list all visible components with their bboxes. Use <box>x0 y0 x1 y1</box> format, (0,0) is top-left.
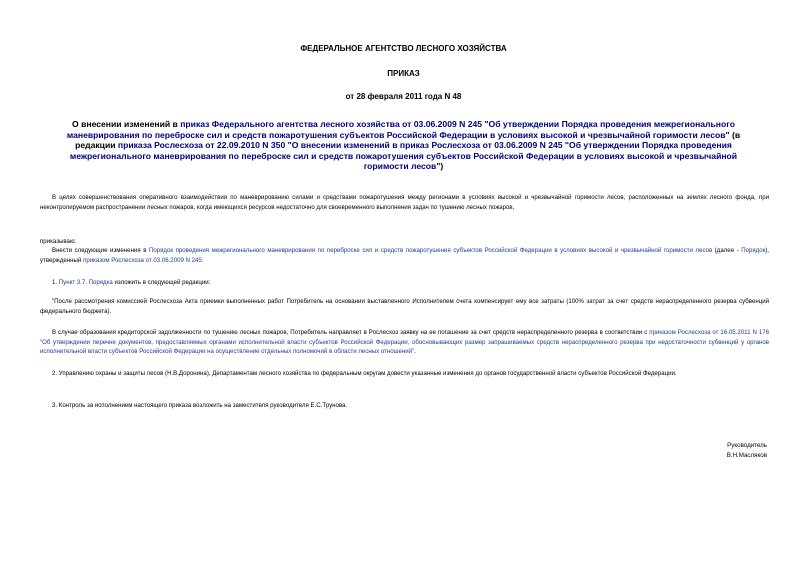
doc-date-number: от 28 февраля 2011 года N 48 <box>345 92 462 101</box>
doc-type: ПРИКАЗ <box>387 69 420 78</box>
quote2-suffix: . <box>414 348 416 356</box>
title-order-link[interactable]: приказ Федерального агентства лесного хозяйства от 03.06.2009 N 245 "Об утверждении Порядка проведения межрегионального маневрирования по переброске сил и средств пожаротушения субъектов Российской Федерации в условиях высокой и чрезвычайной горимости лесов" <box>66 119 735 140</box>
title-edition-link[interactable]: приказа Рослесхоза от 22.09.2010 N 350 "О внесении изменений в приказ Рослесхоза от 03.06.2009 N 245 "Об утверждении Порядка проведения межрегионального маневрирования по переброске сил и средств пожаротушения субъектов Российской Федерации в условиях высокой и чрезвычайной горимости лесов" <box>69 140 738 172</box>
quote2-prefix: В случае образования кредиторской задолженности по тушению лесных пожаров, Потребитель направляет в Рослесхоз заявку на ее погашение за счет средств нераспределенного резерва в соответствии с <box>52 329 650 336</box>
item1-suffix: изложить в следующей редакции: <box>112 279 211 286</box>
preamble-paragraph: В целях совершенствования оперативного взаимодействия по маневрированию силами и средствами пожаротушения между регионами в условиях высокой и чрезвычайной горимости лесов, расположенных на землях лесного фонда, при неконтролируемом распространении лесных пожаров, когда имеющихся ресурсов недостаточно для своевременного выполнения задач по тушению лесных пожаров, <box>40 194 769 211</box>
item-1-paragraph <box>40 278 769 288</box>
intro-suffix: : <box>201 256 204 264</box>
intro-order-link[interactable]: приказом Рослесхоза от 03.06.2009 N 245 <box>83 256 202 264</box>
item1-link[interactable]: Пункт 3.7. Порядка <box>58 279 113 286</box>
intro-mid2: ), утвержденный <box>40 247 769 264</box>
intro-paragraph <box>40 246 769 265</box>
order-word: приказываю: <box>40 238 77 245</box>
intro-middle: (далее - <box>712 247 742 254</box>
signature-name: В.Н.Масляков <box>726 452 767 459</box>
intro-prefix: Внести следующие изменения в <box>52 247 150 254</box>
title-edition-prefix: (в редакции <box>75 129 741 151</box>
doc-title <box>52 119 755 172</box>
item-2-paragraph: 2. Управлению охраны и защиты лесов (Н.В.Доронина), Департаментам лесного хозяйства по федеральным округам довести указанные изменения до органов государственной власти субъектов Российской Федерации. <box>52 370 677 377</box>
intro-procedure-link[interactable]: Порядок проведения межрегионального маневрирования по переброске сил и средств пожаротушения субъектов Российской Федерации в условиях высокой и чрезвычайной горимости лесов <box>149 247 713 254</box>
item-3-paragraph: 3. Контроль за исполнением настоящего приказа возложить на заместителя руководителя Е.С.Трунова. <box>52 402 348 409</box>
quote-paragraph-2 <box>40 328 769 357</box>
item1-prefix: 1. <box>52 279 59 286</box>
agency-name: ФЕДЕРАЛЬНОЕ АГЕНТСТВО ЛЕСНОГО ХОЗЯЙСТВА <box>300 44 507 53</box>
title-edition-suffix: ) <box>440 161 444 172</box>
quote2-link[interactable]: приказом Рослесхоза от 16.05.2011 N 176 "Об утверждении перечня документов, предоставляемых органами исполнительной власти субъектов Российской Федерации, обосновывающих размер запрашиваемых средств нераспределенного резерва при недостаточности субвенций у органов исполнительной власти субъектов Российской Федерации на осуществление отдельных полномочий в области лесных отношений" <box>40 329 769 356</box>
title-prefix: О внесении изменений в <box>72 119 181 129</box>
signature-position: Руководитель <box>727 442 767 449</box>
intro-short-link[interactable]: Порядок <box>741 247 766 254</box>
quote-paragraph-1: "После рассмотрения комиссией Рослесхоза Акта приемки выполненных работ Потребитель на основании выставленного Исполнителем счета компенсирует ему все затраты (100% затрат за счет средств нераспределенного резерва субвенций федерального бюджета). <box>40 298 769 315</box>
